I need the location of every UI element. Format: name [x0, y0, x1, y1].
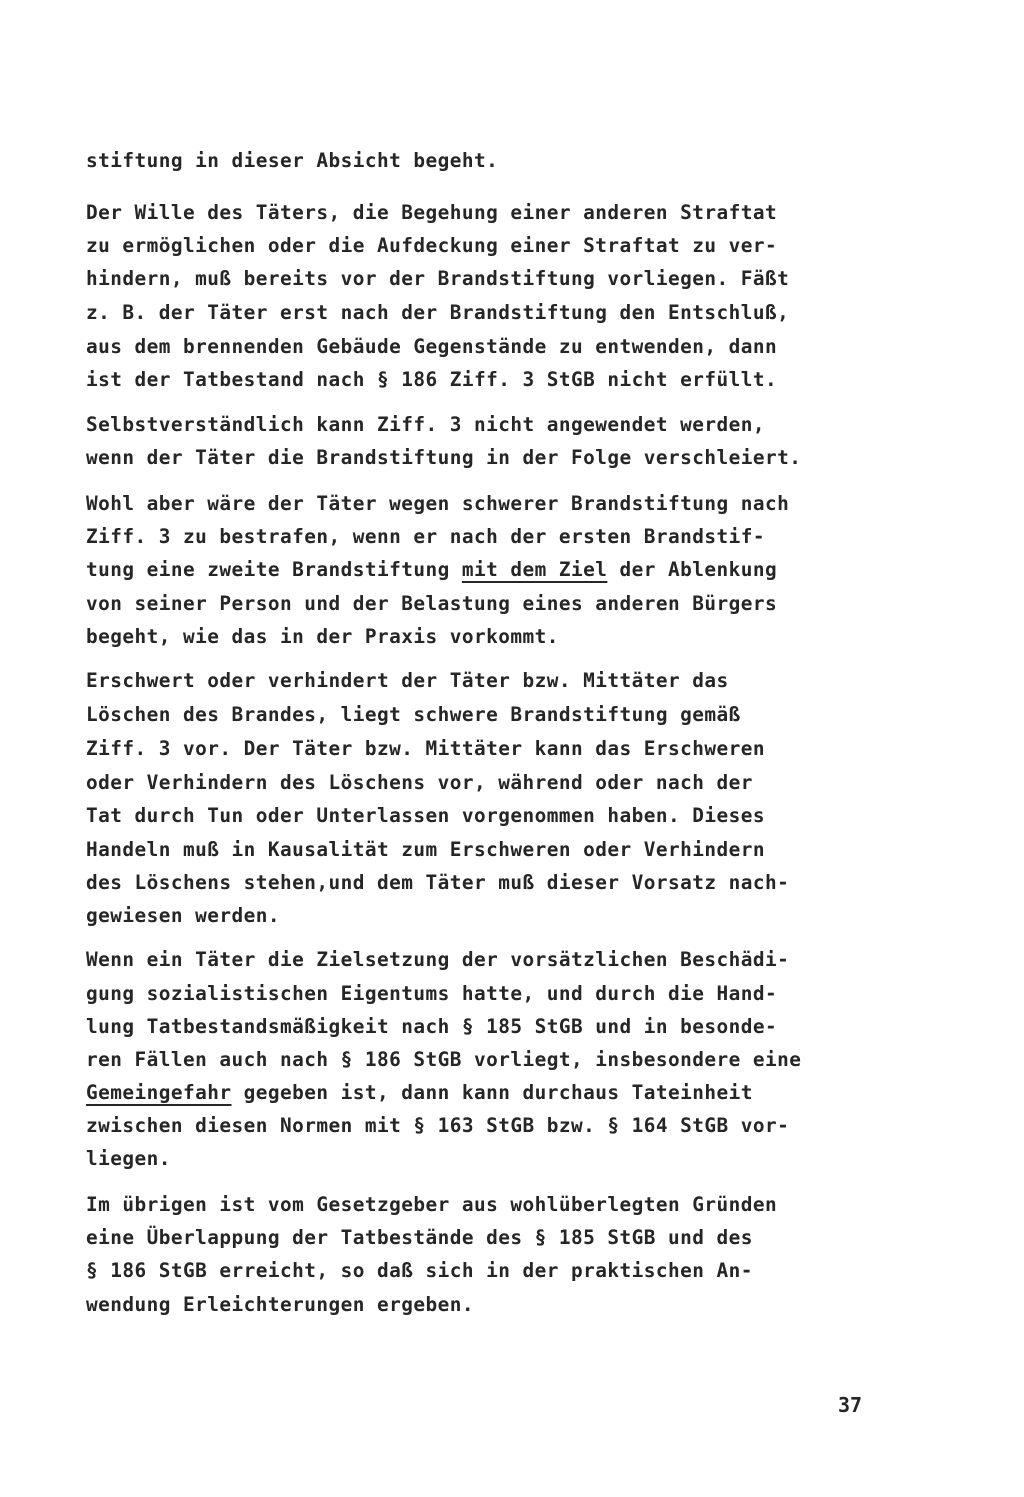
text-line: Im übrigen ist vom Gesetzgeber aus wohlüberlegten Gründen: [86, 1193, 778, 1216]
text-line: liegen.: [86, 1147, 171, 1170]
text-line: Handeln muß in Kausalität zum Erschweren oder Verhindern: [86, 838, 765, 861]
text-line: [86, 555, 777, 585]
text-line: ist der Tatbestand nach § 186 Ziff. 3 StGB nicht erfüllt.: [86, 368, 778, 391]
text-line: Erschwert oder verhindert der Täter bzw. Mittäter das: [86, 669, 729, 692]
text-segment: gegeben ist, dann kann durchaus Tateinheit: [231, 1081, 753, 1104]
text-line: eine Überlappung der Tatbestände des § 185 StGB und des: [86, 1226, 753, 1249]
text-line: von seiner Person und der Belastung eines anderen Bürgers: [86, 592, 778, 615]
text-line: Selbstverständlich kann Ziff. 3 nicht angewendet werden,: [86, 413, 765, 436]
text-line: Löschen des Brandes, liegt schwere Brandstiftung gemäß: [86, 703, 741, 726]
page-number: 37: [838, 1393, 863, 1417]
text-line: gewiesen werden.: [86, 904, 280, 927]
text-segment: der Ablenkung: [607, 558, 778, 581]
text-line: Der Wille des Täters, die Begehung einer anderen Straftat: [86, 201, 778, 224]
text-line: § 186 StGB erreicht, so daß sich in der praktischen An-: [86, 1259, 753, 1282]
text-line: Wenn ein Täter die Zielsetzung der vorsätzlichen Beschädi-: [86, 948, 790, 971]
text-line: Wohl aber wäre der Täter wegen schwerer Brandstiftung nach: [86, 492, 790, 515]
text-line: lung Tatbestandsmäßigkeit nach § 185 StGB und in besonde-: [86, 1015, 778, 1038]
text-segment: tung eine zweite Brandstiftung: [86, 558, 462, 581]
text-line: z. B. der Täter erst nach der Brandstiftung den Entschluß,: [86, 301, 790, 324]
text-line: Tat durch Tun oder Unterlassen vorgenommen haben. Dieses: [86, 804, 765, 827]
text-line: zu ermöglichen oder die Aufdeckung einer Straftat zu ver-: [86, 234, 778, 257]
text-line: wenn der Täter die Brandstiftung in der Folge verschleiert.: [86, 446, 802, 469]
underlined-phrase: mit dem Ziel: [461, 558, 608, 581]
text-line: stiftung in dieser Absicht begeht.: [86, 149, 499, 172]
text-line: begeht, wie das in der Praxis vorkommt.: [86, 625, 559, 648]
text-line: [86, 1078, 753, 1108]
text-line: Ziff. 3 zu bestrafen, wenn er nach der ersten Brandstif-: [86, 525, 765, 548]
text-line: hindern, muß bereits vor der Brandstiftung vorliegen. Fäßt: [86, 267, 790, 290]
text-line: wendung Erleichterungen ergeben.: [86, 1293, 474, 1316]
text-line: Ziff. 3 vor. Der Täter bzw. Mittäter kann das Erschweren: [86, 737, 765, 760]
text-line: aus dem brennenden Gebäude Gegenstände zu entwenden, dann: [86, 335, 778, 358]
text-line: des Löschens stehen,und dem Täter muß dieser Vorsatz nach-: [86, 871, 790, 894]
text-line: ren Fällen auch nach § 186 StGB vorliegt, insbesondere eine: [86, 1048, 802, 1071]
text-line: oder Verhindern des Löschens vor, während oder nach der: [86, 771, 753, 794]
text-line: gung sozialistischen Eigentums hatte, und durch die Hand-: [86, 982, 778, 1005]
text-line: zwischen diesen Normen mit § 163 StGB bzw. § 164 StGB vor-: [86, 1114, 790, 1137]
underlined-phrase: Gemeingefahr: [86, 1081, 232, 1104]
